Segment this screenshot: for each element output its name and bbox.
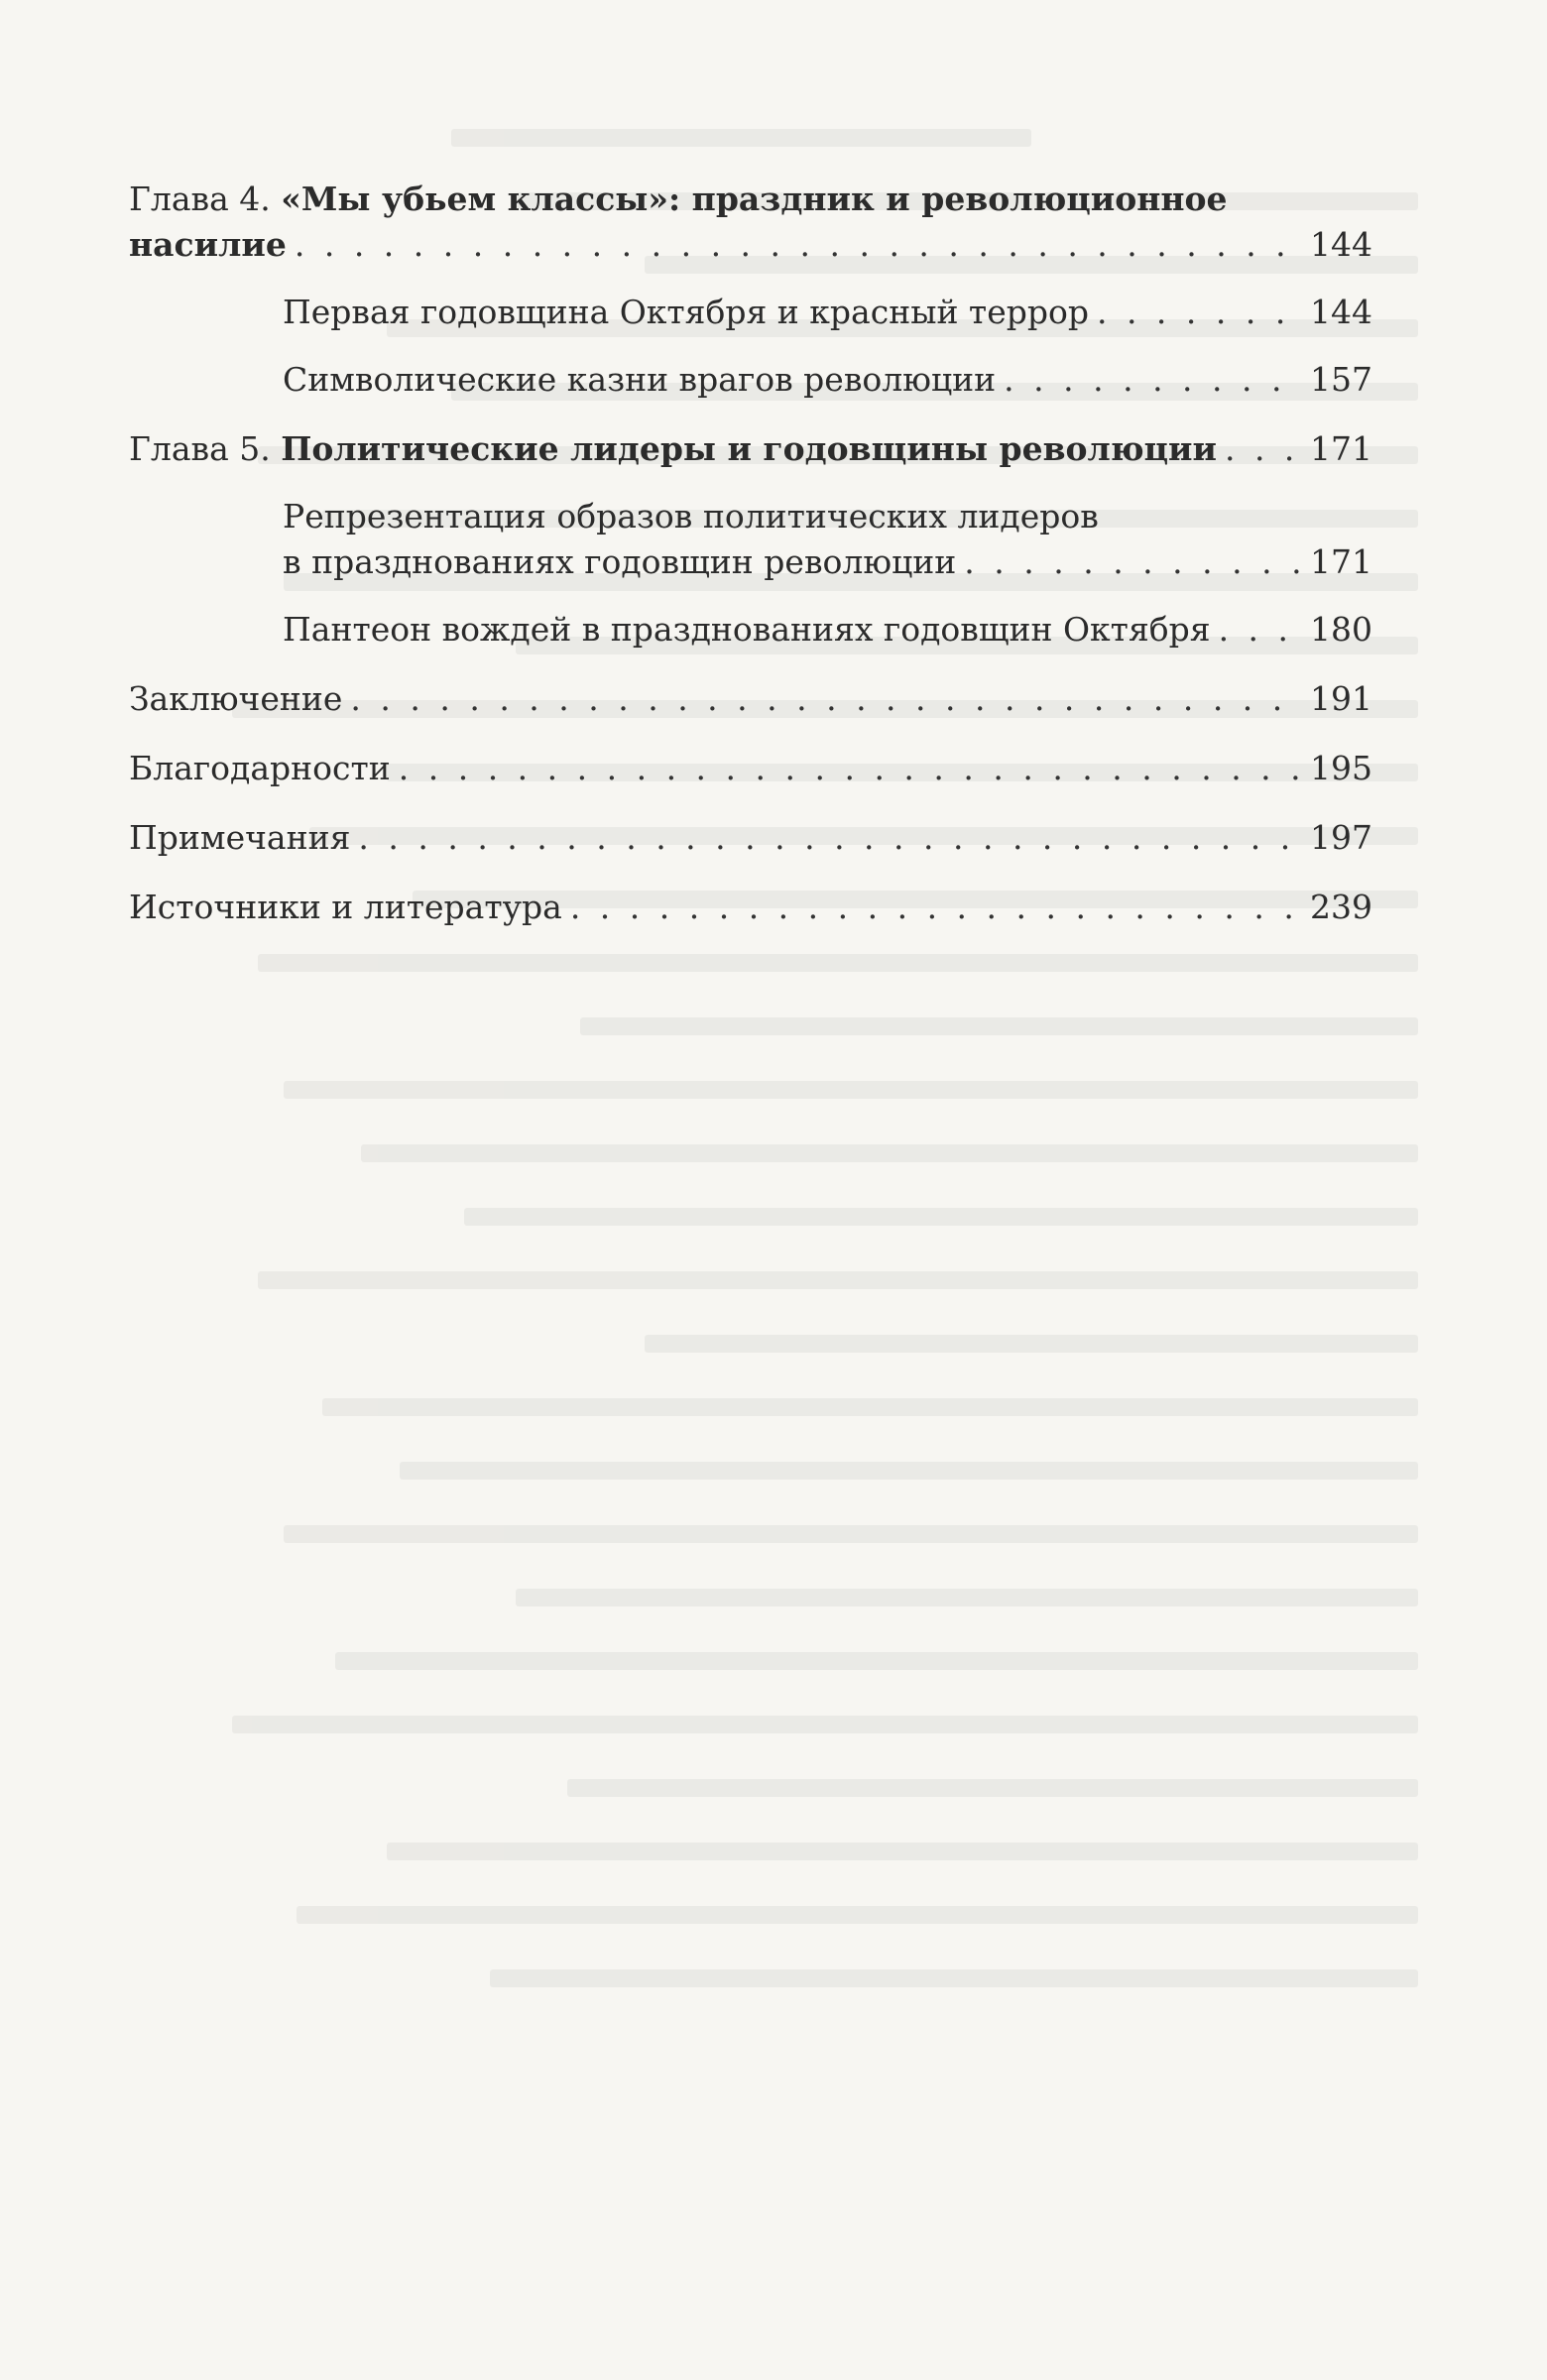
dot-leader: [1004, 357, 1302, 403]
chapter-5-prefix: Глава 5.: [129, 429, 282, 468]
toc-subentry: [129, 494, 1372, 585]
table-of-contents: [129, 177, 1372, 930]
subsection-page-number: 144: [1310, 293, 1372, 331]
entry-page-number: 197: [1310, 818, 1372, 857]
entry-title: Источники и литература: [129, 888, 562, 926]
subsection-title: Первая годовщина Октября и красный террор: [283, 293, 1089, 331]
toc-subentry: [129, 357, 1372, 403]
chapter-4-page-number: 144: [1310, 225, 1372, 264]
chapter-5-title: Политические лидеры и годовщины революции: [281, 429, 1217, 468]
subsection-page-number: 180: [1310, 610, 1372, 649]
dot-leader: [399, 746, 1302, 791]
subsection-title-line-2: в празднованиях годовщин революции: [283, 542, 957, 581]
dot-leader: [350, 676, 1302, 722]
chapter-5-label: [129, 426, 1217, 472]
entry-title: Благодарности: [129, 749, 391, 787]
dot-leader: [1225, 426, 1302, 472]
dot-leader: [570, 885, 1302, 930]
chapter-4-title: «Мы убьем классы»: праздник и революционное: [281, 179, 1228, 218]
subsection-title: Пантеон вождей в празднованиях годовщин Октября: [283, 610, 1211, 649]
toc-subentry: [129, 607, 1372, 653]
entry-title: Заключение: [129, 679, 343, 718]
entry-page-number: 191: [1310, 679, 1372, 718]
dot-leader: [358, 815, 1302, 861]
toc-subentry: [129, 290, 1372, 335]
chapter-4-title-line-2: [129, 222, 1372, 268]
entry-page-number: 195: [1310, 749, 1372, 787]
toc-entry-chapter-4: [129, 177, 1372, 268]
dot-leader: [1219, 607, 1302, 653]
subsection-page-number: 171: [1310, 542, 1372, 581]
dot-leader: [1097, 290, 1302, 335]
toc-entry-conclusion: [129, 676, 1372, 722]
toc-entry-notes: [129, 815, 1372, 861]
chapter-4-prefix: Глава 4.: [129, 179, 282, 218]
entry-page-number: 239: [1310, 888, 1372, 926]
toc-entry-acknowledgements: [129, 746, 1372, 791]
chapter-5-page-number: 171: [1310, 429, 1372, 468]
chapter-4-title-line-1: [129, 177, 1372, 222]
subsection-title-line-1: Репрезентация образов политических лидеров: [283, 497, 1099, 536]
dot-leader: [964, 539, 1302, 585]
dot-leader: [295, 222, 1302, 268]
subsection-page-number: 157: [1310, 360, 1372, 399]
toc-entry-chapter-5: [129, 426, 1372, 472]
chapter-4-title-continued: насилие: [129, 225, 287, 264]
entry-title: Примечания: [129, 818, 351, 857]
toc-entry-sources: [129, 885, 1372, 930]
subsection-title: Символические казни врагов революции: [283, 360, 997, 399]
